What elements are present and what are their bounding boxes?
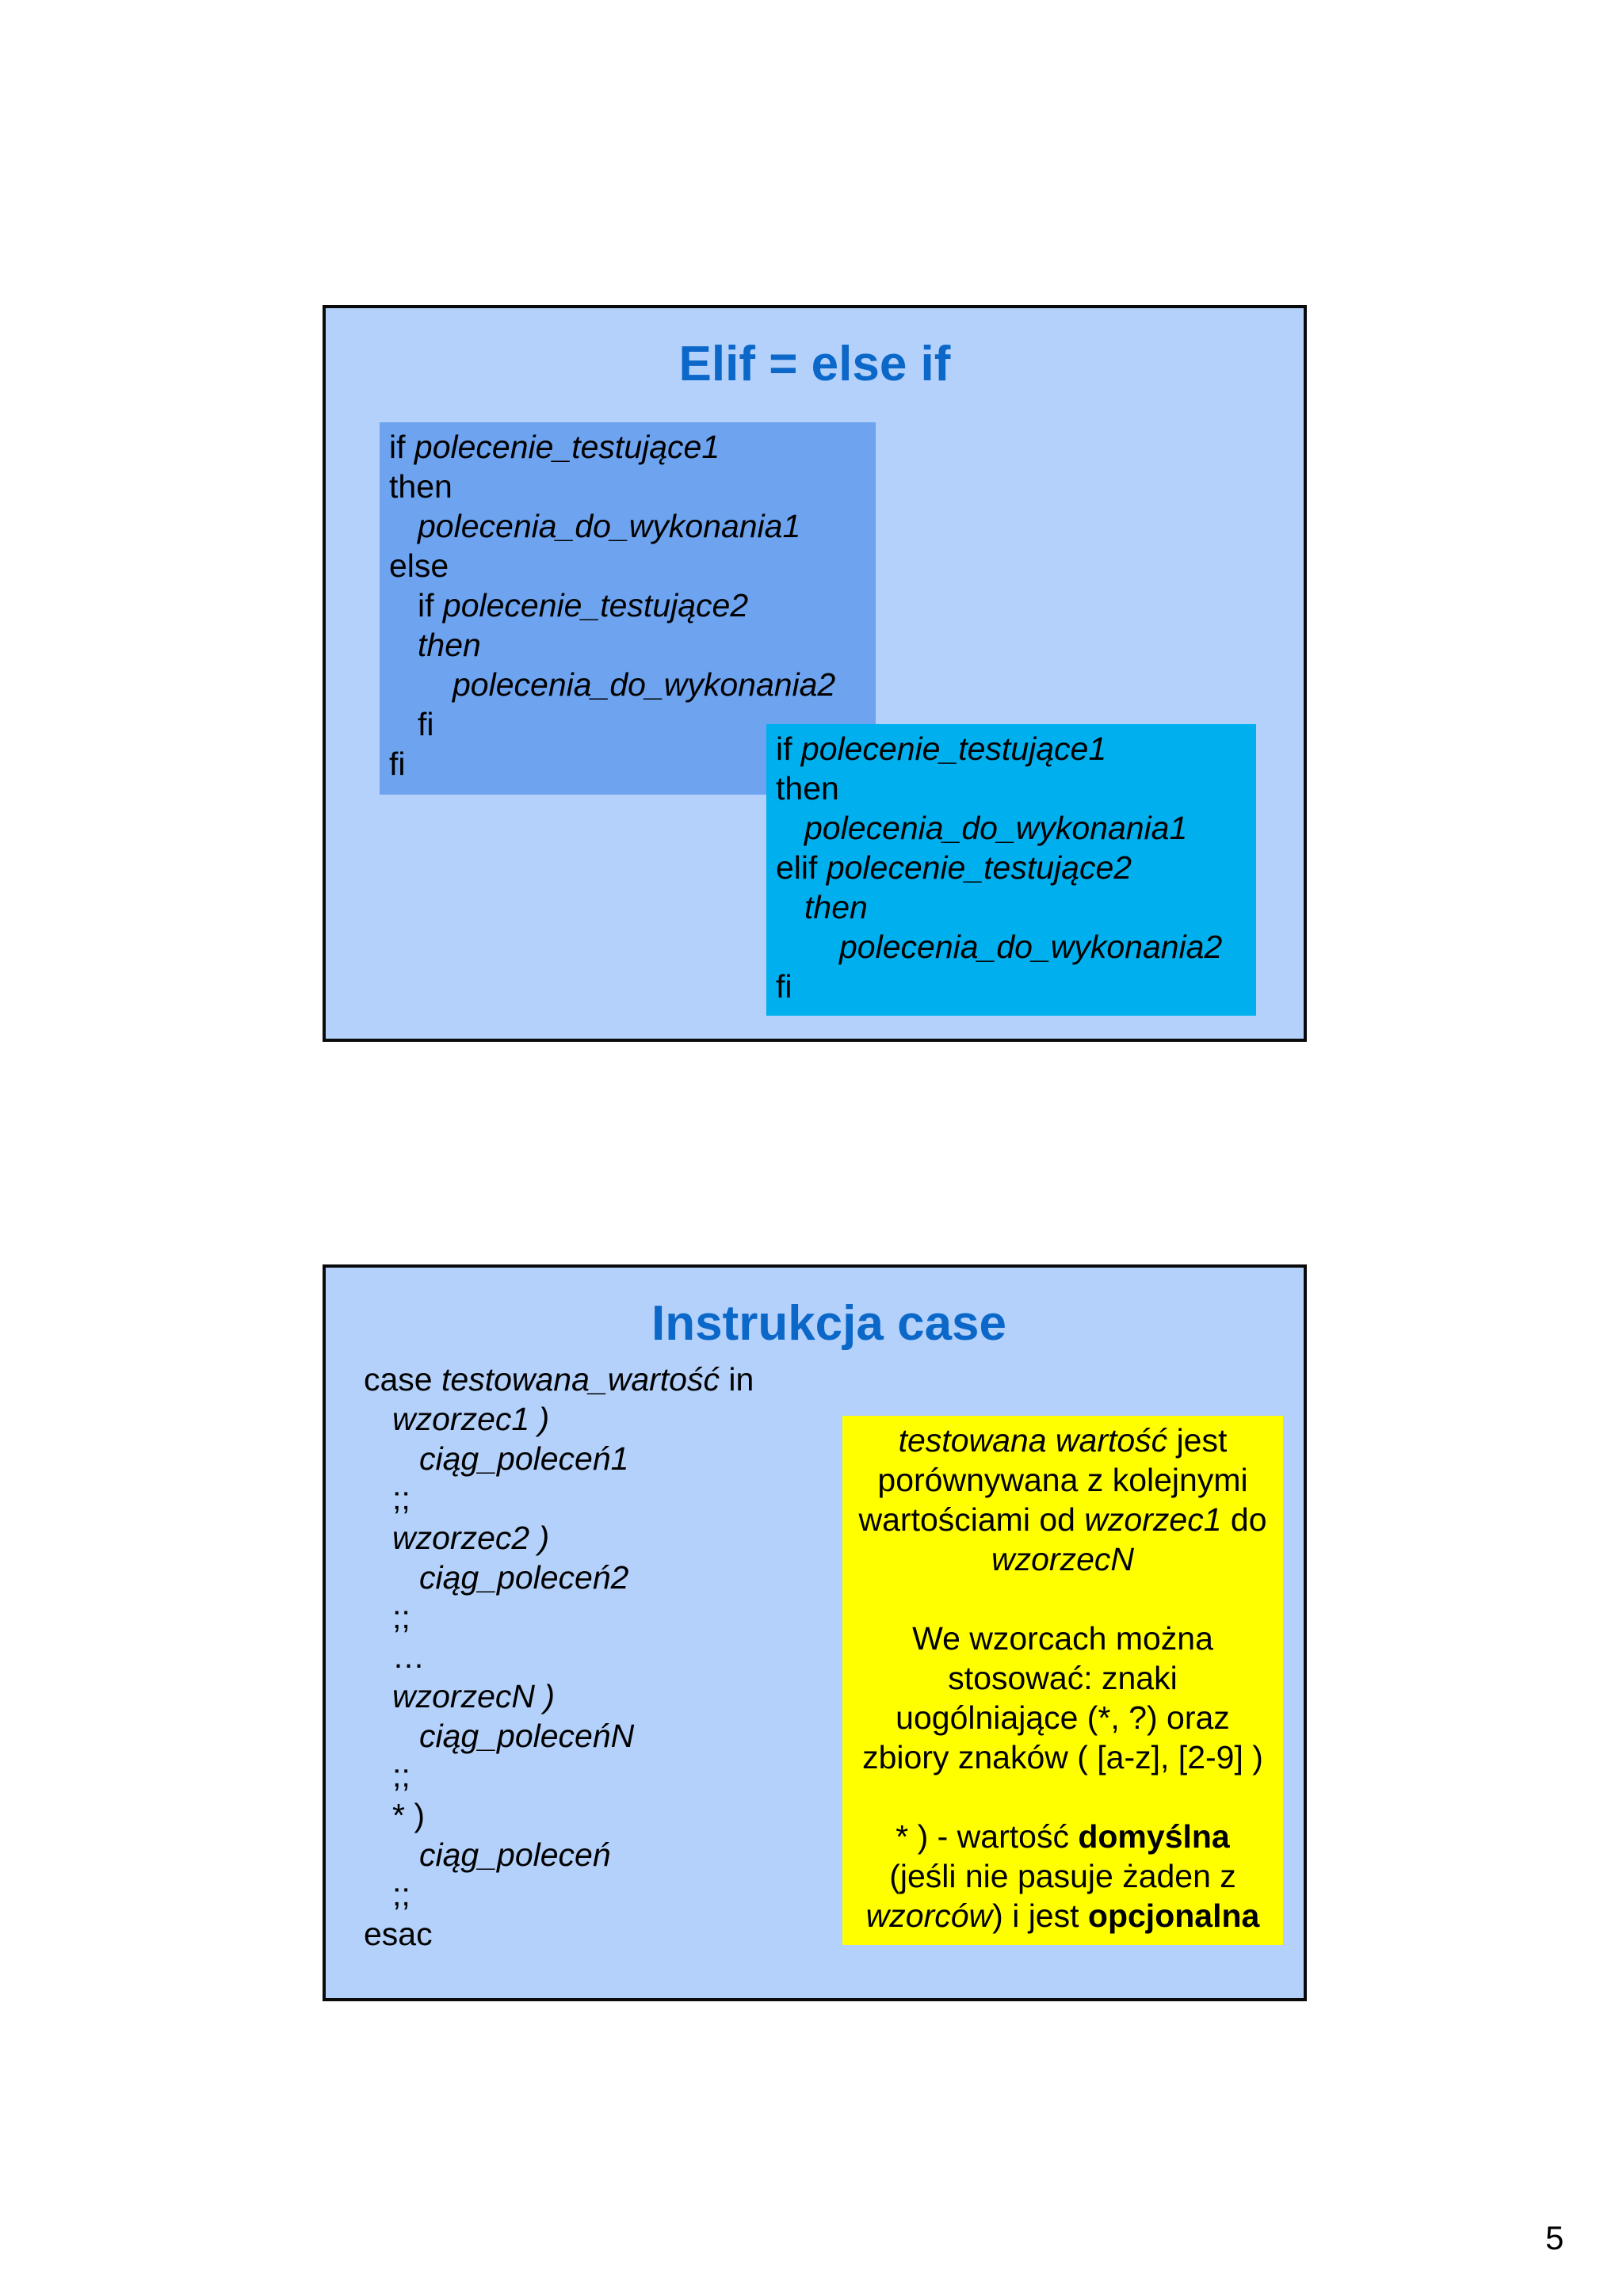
code-line: wzorzec2 ) [392, 1520, 550, 1556]
code-line: ;; [392, 1876, 411, 1913]
code-line: esac [364, 1916, 433, 1952]
code-line: else [389, 547, 449, 584]
code-line: polecenia_do_wykonania2 [839, 929, 1223, 965]
code-line: if polecenie_testujące1 [389, 429, 720, 465]
code-line: then [418, 627, 481, 663]
code-line: then [804, 889, 868, 925]
note-line: porównywana z kolejnymi [877, 1462, 1248, 1498]
code-line: ;; [392, 1757, 411, 1794]
slide-case [323, 1264, 1307, 2001]
slide-title: Instrukcja case [651, 1296, 1007, 1351]
code-line: ;; [392, 1480, 411, 1516]
note-line: zbiory znaków ( [a-z], [2-9] ) [862, 1739, 1263, 1775]
code-line: fi [776, 968, 792, 1005]
code-line: wzorzecN ) [392, 1678, 556, 1714]
note-line: uogólniające (*, ?) oraz [896, 1699, 1230, 1736]
case-note-box [842, 1416, 1283, 1945]
code-line: wzorzec1 ) [392, 1401, 550, 1437]
code-line: if polecenie_testujące1 [776, 730, 1107, 767]
code-line: fi [418, 706, 434, 742]
code-line: ciąg_poleceńN [419, 1718, 635, 1754]
code-line: ciąg_poleceń1 [419, 1440, 629, 1477]
elif-code-box [766, 724, 1256, 1016]
note-line: wzorzecN [991, 1541, 1134, 1577]
code-line: polecenia_do_wykonania1 [804, 810, 1188, 846]
note-line: wzorców) i jest opcjonalna [865, 1897, 1260, 1934]
code-line: if polecenie_testujące2 [418, 587, 749, 624]
code-line: polecenia_do_wykonania2 [453, 666, 836, 703]
note-line: * ) - wartość domyślna [896, 1818, 1230, 1855]
code-line: * ) [392, 1797, 425, 1833]
code-line: ciąg_poleceń2 [419, 1559, 629, 1596]
code-line: polecenia_do_wykonania1 [418, 508, 801, 544]
code-line: fi [389, 746, 406, 782]
code-line: ciąg_poleceń [419, 1836, 611, 1873]
code-line: then [776, 770, 839, 807]
note-line: wartościami od wzorzec1 do [858, 1501, 1267, 1538]
slide-elif [323, 305, 1307, 1042]
note-line: We wzorcach można [912, 1620, 1213, 1657]
code-line: ;; [392, 1599, 411, 1635]
code-line: elif polecenie_testujące2 [776, 849, 1132, 886]
note-line: stosować: znaki [948, 1660, 1178, 1696]
code-line: then [389, 468, 453, 505]
code-line: … [392, 1638, 425, 1675]
note-line: (jeśli nie pasuje żaden z [889, 1858, 1236, 1894]
slide-title: Elif = else if [678, 337, 951, 391]
code-line: case testowana_wartość in [364, 1361, 754, 1398]
page-number: 5 [1545, 2219, 1564, 2256]
note-line: testowana wartość jest [898, 1422, 1228, 1459]
